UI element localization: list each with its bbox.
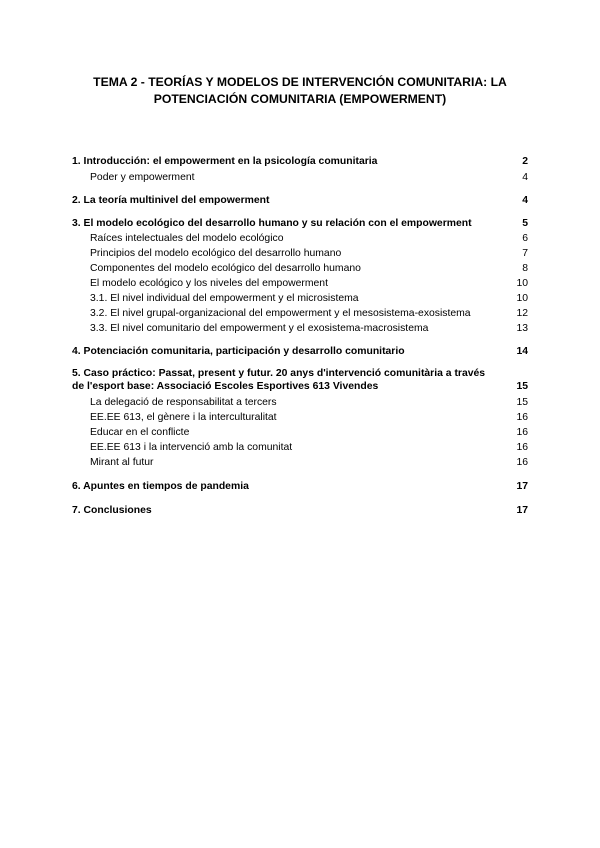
toc-entry-text: Principios del modelo ecológico del desarrollo humano — [90, 248, 342, 259]
title-line-1: TEMA 2 - TEORÍAS Y MODELOS DE INTERVENCIÓN COMUNITARIA: LA — [93, 75, 507, 89]
document-title — [70, 74, 530, 108]
toc-entry-text: 3. El modelo ecológico del desarrollo humano y su relación con el empowerment — [72, 218, 472, 229]
toc-entry-nivel-comunitario[interactable] — [72, 322, 528, 335]
toc-entry-page: 8 — [522, 263, 528, 274]
toc-entry-text: 6. Apuntes en tiempos de pandemia — [72, 481, 249, 492]
toc-entry-modelo-ecologico[interactable] — [72, 217, 528, 230]
toc-entry-text: La delegació de responsabilitat a tercers — [90, 397, 277, 408]
toc-entry-page: 16 — [516, 412, 528, 423]
title-line-2: POTENCIACIÓN COMUNITARIA (EMPOWERMENT) — [153, 92, 447, 106]
toc-entry-genere[interactable] — [72, 411, 528, 424]
toc-entry-futur[interactable] — [72, 456, 528, 469]
toc-entry-text: 3.1. El nivel individual del empowerment y el microsistema — [90, 293, 359, 304]
toc-entry-page: 7 — [522, 248, 528, 259]
table-of-contents — [72, 155, 528, 517]
toc-entry-componentes[interactable] — [72, 262, 528, 275]
toc-entry-page: 14 — [516, 346, 528, 357]
toc-entry-text: Mirant al futur — [90, 457, 154, 468]
toc-entry-text: El modelo ecológico y los niveles del empowerment — [90, 278, 328, 289]
toc-entry-intervencio[interactable] — [72, 441, 528, 454]
toc-entry-text: Poder y empowerment — [90, 172, 195, 183]
toc-entry-text: 4. Potenciación comunitaria, participación y desarrollo comunitario — [72, 346, 405, 357]
toc-entry-page: 16 — [516, 457, 528, 468]
toc-entry-conclusiones[interactable] — [72, 504, 528, 517]
toc-entry-page: 5 — [522, 218, 528, 229]
toc-entry-page: 13 — [516, 323, 528, 334]
toc-entry-page: 4 — [522, 195, 528, 206]
toc-entry-educar[interactable] — [72, 426, 528, 439]
toc-entry-page: 15 — [516, 397, 528, 408]
toc-entry-page: 17 — [516, 481, 528, 492]
toc-entry-text: 3.2. El nivel grupal-organizacional del empowerment y el mesosistema-exosistema — [90, 308, 471, 319]
toc-entry-text: Educar en el conflicte — [90, 427, 190, 438]
toc-entry-niveles[interactable] — [72, 277, 528, 290]
toc-entry-pandemia[interactable] — [72, 480, 528, 493]
toc-entry-text: Componentes del modelo ecológico del desarrollo humano — [90, 263, 361, 274]
toc-entry-text: EE.EE 613 i la intervenció amb la comunitat — [90, 442, 293, 453]
toc-entry-text-line-2: de l'esport base: Associació Escoles Esportives 613 Vivendes — [72, 381, 379, 392]
toc-entry-text: EE.EE 613, el gènere i la interculturalitat — [90, 412, 277, 423]
toc-entry-page: 10 — [516, 293, 528, 304]
toc-entry-page: 12 — [516, 308, 528, 319]
toc-entry-nivel-grupal[interactable] — [72, 307, 528, 320]
toc-entry-text: 2. La teoría multinivel del empowerment — [72, 195, 270, 206]
toc-entry-page: 15 — [516, 381, 528, 392]
toc-entry-page: 6 — [522, 233, 528, 244]
toc-entry-text: 3.3. El nivel comunitario del empowerment y el exosistema-macrosistema — [90, 323, 429, 334]
toc-entry-text-line-1: 5. Caso práctico: Passat, present y futur. 20 anys d'intervenció comunitària a través — [72, 368, 486, 379]
toc-entry-page: 2 — [522, 156, 528, 167]
toc-entry-nivel-individual[interactable] — [72, 292, 528, 305]
toc-entry-page: 10 — [516, 278, 528, 289]
toc-entry-poder[interactable] — [72, 171, 528, 184]
toc-entry-page: 4 — [522, 172, 528, 183]
toc-entry-teoria-multinivel[interactable] — [72, 194, 528, 207]
toc-entry-page: 17 — [516, 505, 528, 516]
toc-entry-text: 7. Conclusiones — [72, 505, 152, 516]
toc-entry-text: 1. Introducción: el empowerment en la psicología comunitaria — [72, 156, 378, 167]
toc-entry-text — [72, 367, 516, 393]
toc-entry-text: Raíces intelectuales del modelo ecológico — [90, 233, 284, 244]
toc-entry-delegacio[interactable] — [72, 396, 528, 409]
toc-entry-principios[interactable] — [72, 247, 528, 260]
toc-entry-page: 16 — [516, 442, 528, 453]
toc-entry-page: 16 — [516, 427, 528, 438]
toc-entry-introduccion[interactable] — [72, 155, 528, 168]
toc-entry-potenciacion[interactable] — [72, 345, 528, 358]
toc-entry-caso-practico[interactable] — [72, 367, 528, 393]
toc-entry-raices[interactable] — [72, 232, 528, 245]
